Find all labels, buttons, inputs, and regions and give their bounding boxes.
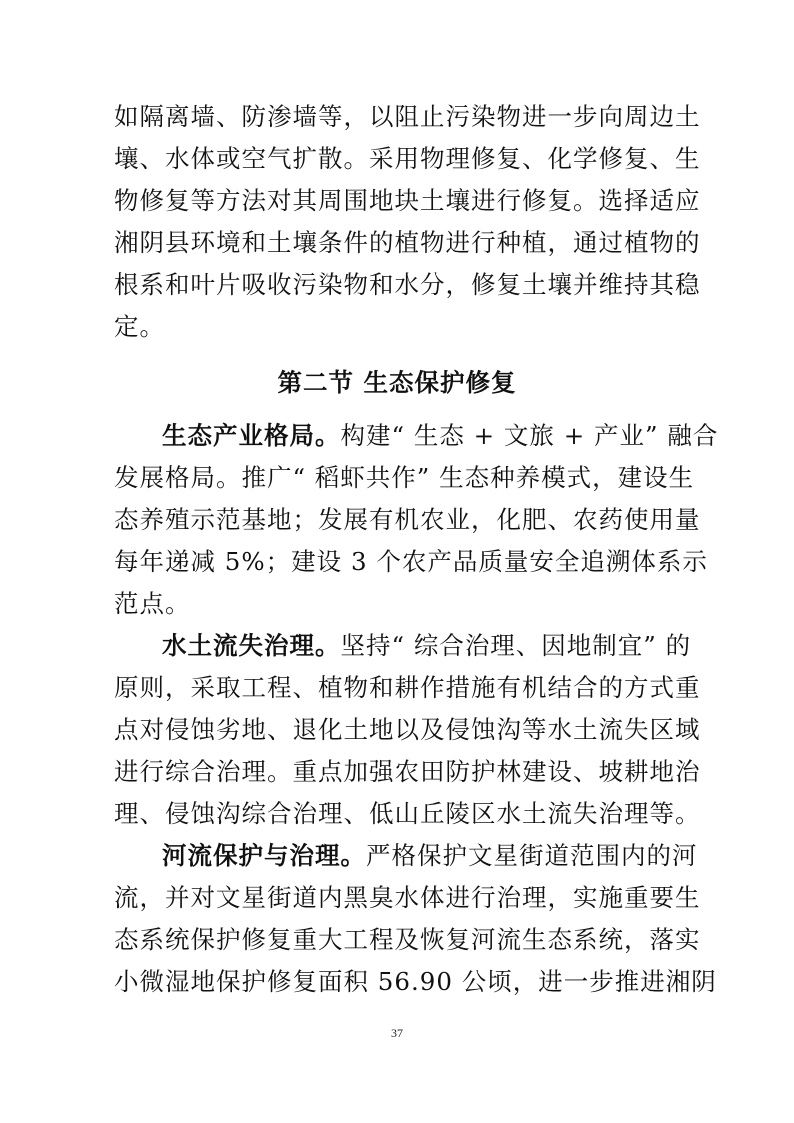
body-text: 严格保护文星街道范围内的河 xyxy=(366,841,698,870)
body-text-line: 理、侵蚀沟综合治理、低山丘陵区水土流失治理等。 xyxy=(114,799,701,828)
body-text-line: 小微湿地保护修复面积 56.90 公顷，进一步推进湘阴 xyxy=(114,967,717,996)
body-text-line: 范点。 xyxy=(114,589,191,618)
body-text-line: 每年递减 5%；建设 3 个农产品质量安全追溯体系示 xyxy=(114,547,708,576)
body-text-line: 根系和叶片吸收污染物和水分，修复土壤并维持其稳 xyxy=(114,270,701,299)
body-text-line: 原则，采取工程、植物和耕作措施有机结合的方式重 xyxy=(114,673,701,702)
body-text-line: 态系统保护修复重大工程及恢复河流生态系统，落实 xyxy=(114,925,701,954)
paragraph-first-line xyxy=(162,416,719,456)
body-text-line: 壤、水体或空气扩散。采用物理修复、化学修复、生 xyxy=(114,144,701,173)
body-text-line: 流，并对文星街道内黑臭水体进行治理，实施重要生 xyxy=(114,883,701,912)
body-text: 坚持“ 综合治理、因地制宜” 的 xyxy=(340,631,692,660)
paragraph-lead: 河流保护与治理。 xyxy=(162,841,366,870)
paragraph-lead: 水土流失治理。 xyxy=(162,631,341,660)
body-text: 构建“ 生态 + 文旅 + 产业” 融合 xyxy=(340,421,719,450)
body-text-line: 进行综合治理。重点加强农田防护林建设、坡耕地治 xyxy=(114,757,701,786)
body-text-line: 点对侵蚀劣地、退化土地以及侵蚀沟等水土流失区域 xyxy=(114,715,701,744)
body-text-line: 湘阴县环境和土壤条件的植物进行种植，通过植物的 xyxy=(114,228,701,257)
body-text-line: 态养殖示范基地；发展有机农业，化肥、农药使用量 xyxy=(114,505,701,534)
paragraph-first-line xyxy=(162,626,692,666)
body-text-line: 发展格局。推广“ 稻虾共作” 生态种养模式，建设生 xyxy=(114,463,695,492)
paragraph-first-line xyxy=(162,836,698,876)
section-heading: 第二节 生态保护修复 xyxy=(277,368,517,397)
page-number: 37 xyxy=(391,1026,403,1040)
body-text-line: 物修复等方法对其周围地块土壤进行修复。选择适应 xyxy=(114,186,701,215)
body-text-line: 如隔离墙、防渗墙等，以阻止污染物进一步向周边土 xyxy=(114,102,701,131)
paragraph-lead: 生态产业格局。 xyxy=(162,421,341,450)
body-text-line: 定。 xyxy=(114,312,165,341)
